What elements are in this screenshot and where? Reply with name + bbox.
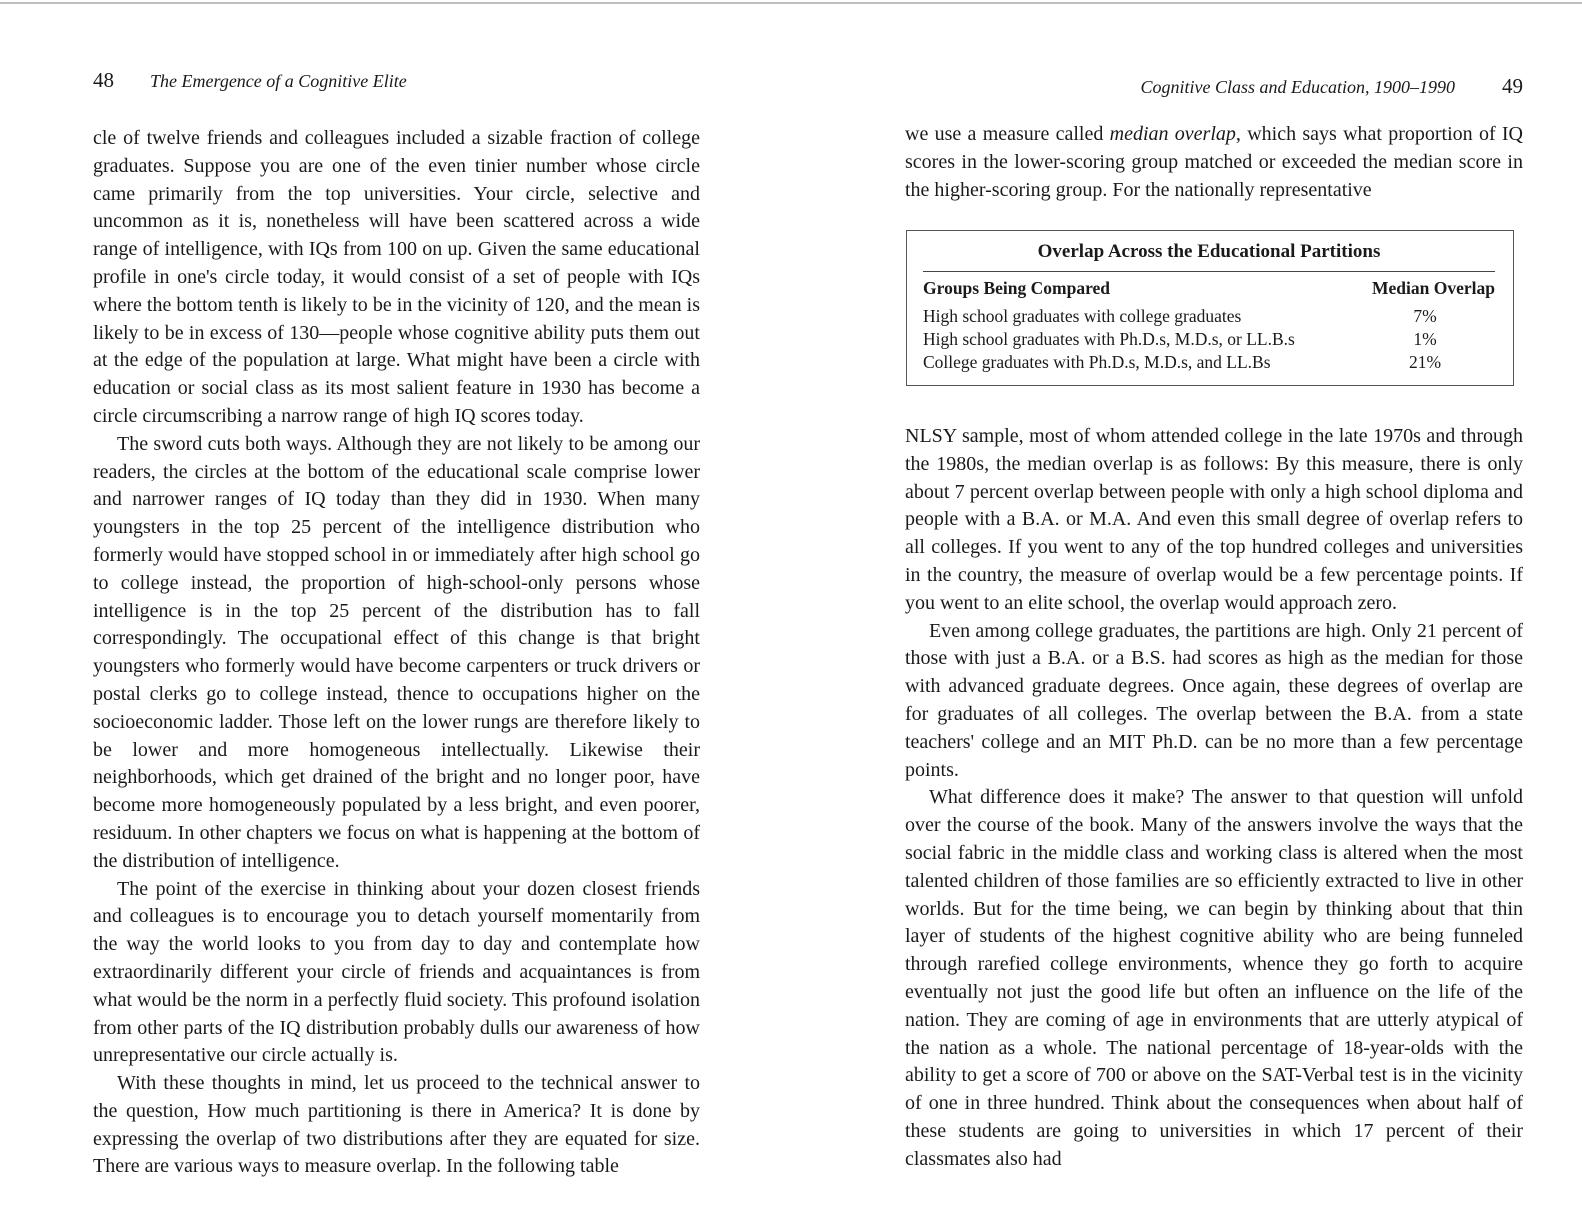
table-header-row (923, 278, 1495, 305)
row-value: 21% (1408, 352, 1442, 372)
text-run: , which says what proportion of IQ scores in the lower-scoring group matched or exceeded the median score in the higher-scoring group. For the nationally representative (905, 123, 1523, 201)
table-row (923, 305, 1495, 328)
row-group: College graduates with Ph.D.s, M.D.s, and LL.Bs (923, 352, 1271, 372)
table-row (923, 328, 1495, 351)
right-body-text-bottom (905, 423, 1523, 1174)
row-value: 7% (1413, 306, 1437, 326)
row-value: 1% (1413, 329, 1437, 349)
paragraph: With these thoughts in mind, let us proceed to the technical answer to the question, How much partitioning is there in America? It is done by expressing the overlap of two distributions after they are equated for size. There are various ways to measure overlap. In the following table (93, 1072, 700, 1178)
right-page (905, 0, 1523, 1220)
table-row (923, 351, 1495, 374)
emphasis-term: median overlap (1109, 123, 1236, 145)
running-head: Cognitive Class and Education, 1900–1990 (1140, 77, 1455, 97)
page-number: 48 (93, 68, 114, 92)
right-page-header (905, 68, 1523, 98)
table-title: Overlap Across the Educational Partitions (1037, 241, 1381, 262)
paragraph: NLSY sample, most of whom attended college in the late 1970s and through the 1980s, the median overlap is as follows: By this measure, there is only about 7 percent overlap between people with only a high school diploma and people with a B.A. or M.A. And even this small degree of overlap refers to all colleges. If you went to any of the top hundred colleges and universities in the country, the measure of overlap would be a few percentage points. If you went to an elite school, the overlap would approach zero. (905, 425, 1523, 614)
left-page (93, 0, 700, 1220)
row-group: High school graduates with college graduates (923, 306, 1242, 326)
right-body-text-top (905, 121, 1523, 204)
page-number: 49 (1502, 74, 1523, 98)
left-page-header (93, 68, 700, 98)
paragraph: The sword cuts both ways. Although they are not likely to be among our readers, the circles at the bottom of the educational scale comprise lower and narrower ranges of IQ today than they did in 1930. When many youngsters in the top 25 percent of the intelligence distribution who formerly would have stopped school in or immediately after high school go to college instead, the proportion of high-school-only persons whose intelligence is in the top 25 percent of the distribution has to fall correspondingly. The occupational effect of this change is that bright youngsters who formerly would have become carpenters or truck drivers or postal clerks go to college instead, thence to occupations higher on the socioeconomic ladder. Those left on the lower rungs are therefore likely to be lower and more homogeneous intellectually. Likewise their neighborhoods, which get drained of the bright and no longer poor, have become more homogeneously populated by a less bright, and even poorer, residuum. In other chapters we focus on what is happening at the bottom of the distribution of intelligence. (93, 432, 700, 872)
paragraph (905, 121, 1523, 204)
table-rule (923, 271, 1495, 272)
column-header-median-overlap: Median Overlap (1372, 278, 1495, 298)
running-head: The Emergence of a Cognitive Elite (150, 71, 407, 91)
overlap-table-box (906, 230, 1514, 386)
paragraph: The point of the exercise in thinking about your dozen closest friends and colleagues is to encourage you to detach yourself momentarily from the way the world looks to you from day to day and contemplate how extraordinarily different your circle of friends and acquaintances is from what would be the norm in a perfectly fluid society. This profound isolation from other parts of the IQ distribution probably dulls our awareness of how unrepresentative our circle actually is. (93, 877, 700, 1067)
row-group: High school graduates with Ph.D.s, M.D.s, or LL.B.s (923, 329, 1295, 349)
paragraph: cle of twelve friends and colleagues included a sizable fraction of college graduates. Suppose you are one of the even tinier number whose circle came primarily from the top universities. Your circle, selective and uncommon as it is, nonetheless will have been scattered across a wide range of intelligence, with IQs from 100 on up. Given the same educational profile in one's circle today, it would consist of a set of people with IQs where the bottom tenth is likely to be in the vicinity of 120, and the mean is likely to be in excess of 130—people whose cognitive ability puts them out at the edge of the population at large. What might have been a circle with education or social class as its most salient feature in 1930 has become a circle circumscribing a narrow range of high IQ scores today. (93, 127, 700, 427)
overlap-table (923, 278, 1495, 374)
paragraph: Even among college graduates, the partitions are high. Only 21 percent of those with just a B.A. or a B.S. had scores as high as the median for those with advanced graduate degrees. Once again, these degrees of overlap are for graduates of all colleges. The overlap between the B.A. from a state teachers' college and an MIT Ph.D. can be no more than a few percentage points. (905, 619, 1523, 781)
column-header-groups: Groups Being Compared (923, 278, 1111, 298)
paragraph: What difference does it make? The answer to that question will unfold over the course of the book. Many of the answers involve the ways that the social fabric in the middle class and working class is altered when the most talented children of those families are so efficiently extracted to live in other worlds. But for the time being, we can begin by thinking about that thin layer of students of the highest cognitive ability who are being funneled through rarefied college environments, whence they go forth to acquire eventually not just the good life but often an influence on the life of the nation. They are coming of age in environments that are utterly atypical of the nation as a whole. The national percentage of 18-year-olds with the ability to get a score of 700 or above on the SAT-Verbal test is in the vicinity of one in three hundred. Think about the consequences when about half of these students are going to universities in which 17 percent of their classmates also had (905, 786, 1523, 1170)
text-run: we use a measure called (905, 123, 1110, 145)
left-body-text (93, 125, 700, 1181)
